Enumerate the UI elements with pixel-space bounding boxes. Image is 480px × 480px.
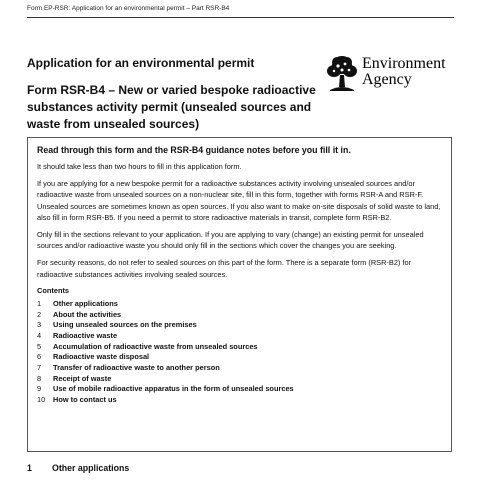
contents-label: Contents [37,285,70,295]
contents-item-label: Receipt of waste [53,373,112,383]
contents-item [37,352,442,363]
contents-item-number: 10 [37,395,46,405]
contents-item-label: How to contact us [53,395,117,405]
contents-item-label: Radioactive waste disposal [53,352,150,362]
header-rule [27,17,454,18]
intro-paragraph: It should take less than two hours to fill in this application form. [37,162,242,171]
contents-item-label: Use of mobile radioactive apparatus in the form of unsealed sources [53,384,294,394]
intro-box [27,137,452,452]
contents-item-number: 4 [37,330,42,340]
form-title: Form RSR-B4 – New or varied bespoke radioactive substances activity permit (unsealed sources and waste from unsealed sources) [27,83,316,131]
contents-item-number: 9 [37,384,42,394]
page-title: Application for an environmental permit [27,56,255,70]
running-head: Form EP-RSR: Application for an environmental permit – Part RSR-B4 [27,5,230,12]
logo-line-2: Agency [362,71,412,88]
contents-item-number: 7 [37,363,42,373]
contents-item [37,363,442,374]
contents-item-label: Using unsealed sources on the premises [53,320,197,330]
contents-item [37,320,442,331]
logo-line-1: Environment [362,55,446,72]
contents-item-number: 2 [37,309,42,319]
section-number: 1 [27,463,32,473]
contents-item-number: 8 [37,373,42,383]
contents-item-label: About the activities [53,309,122,319]
contents-item [37,342,442,353]
section-heading [27,463,129,473]
title-block [27,56,327,133]
contents-item [37,310,442,321]
environment-agency-logo [324,53,460,97]
intro-paragraph: For security reasons, do not refer to sealed sources on this part of the form. There is a separate form (RSR-B2) for radioactive substances activities involving sealed sources. [37,258,412,279]
section-title: Other applications [52,463,130,473]
contents-item-number: 5 [37,341,42,351]
contents-list [37,299,442,406]
intro-paragraph: Only fill in the sections relevant to your application. If you are applying to vary (change) an existing permit for unsealed sources and/or radioactive waste you should only fill in the sections which cover the changes you are seeking. [37,230,424,251]
contents-item-label: Other applications [53,298,118,308]
contents-item-number: 6 [37,352,42,362]
contents-item-label: Accumulation of radioactive waste from unsealed sources [53,341,258,351]
contents-item [37,384,442,395]
contents-item [37,299,442,310]
intro-paragraph: If you are applying for a new bespoke permit for a radioactive substances activity involving unsealed sources and/or radioactive waste from unsealed sources on a non-nuclear site, fill in this form, together with forms RSR-A and RSR-F. Unsealed sources are sometimes known as open sources. If you also want to make on-site disposals of solid waste to land, also fill in form RSR-B5. If you need a permit to store radioactive materials in transit, complete form RSR-B2. [37,179,441,222]
intro-heading: Read through this form and the RSR-B4 guidance notes before you fill it in. [37,145,351,155]
contents-item-number: 3 [37,320,42,330]
contents-item [37,395,442,406]
contents-item-label: Transfer of radioactive waste to another person [53,363,220,373]
tree-logo-icon [324,53,360,93]
contents-item [37,331,442,342]
logo-wordmark [362,56,446,88]
contents-item-label: Radioactive waste [53,330,118,340]
contents-item-number: 1 [37,298,42,308]
contents-item [37,374,442,385]
